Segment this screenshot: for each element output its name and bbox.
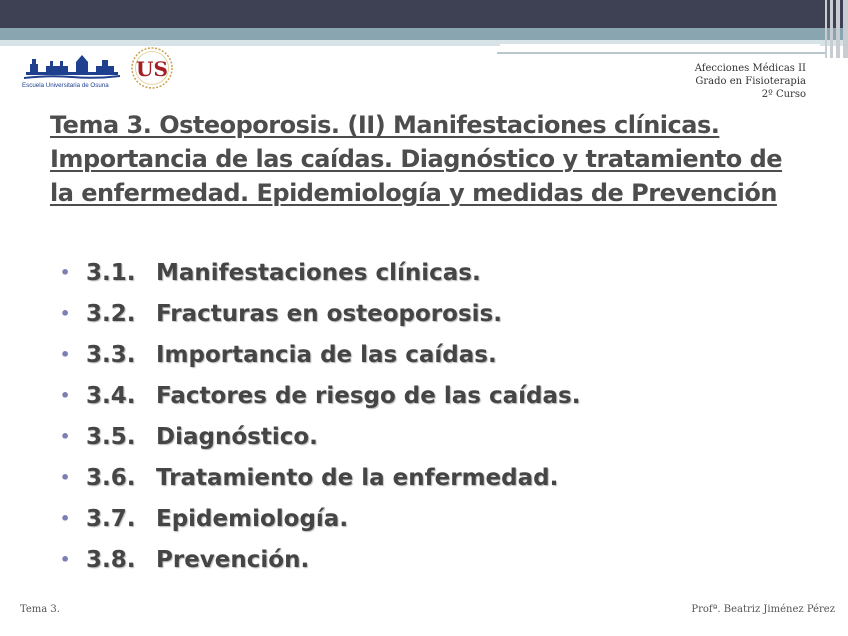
- slide-title-line: Importancia de las caídas. Diagnóstico y tratamiento de: [50, 145, 783, 173]
- slide-title-line: Tema 3. Osteoporosis. (II) Manifestaciones clínicas.: [50, 111, 720, 139]
- sevilla-university-seal-letters: US: [136, 57, 168, 81]
- teal-banner-band: [0, 28, 848, 40]
- topic-number: 3.7.: [86, 505, 136, 532]
- topic-list: [60, 252, 580, 580]
- topic-text: Diagnóstico.: [156, 423, 318, 450]
- topic-number: 3.1.: [86, 259, 136, 286]
- bullet-icon: •: [60, 427, 71, 446]
- topic-item: [60, 252, 580, 293]
- sevilla-university-seal: [128, 46, 176, 90]
- topic-item: [60, 416, 580, 457]
- topic-item: [60, 375, 580, 416]
- topic-item: [60, 539, 580, 580]
- topic-text: Tratamiento de la enfermedad.: [156, 464, 559, 491]
- topic-item: [60, 498, 580, 539]
- banner-white-strip: [500, 44, 820, 50]
- topic-number: 3.6.: [86, 464, 136, 491]
- top-banner-bar: [0, 0, 848, 28]
- topic-item: [60, 293, 580, 334]
- osuna-school-logo: [20, 50, 124, 90]
- slide-title: [50, 108, 810, 210]
- slide-title-line: la enfermedad. Epidemiología y medidas de Prevención: [50, 179, 777, 207]
- bullet-icon: •: [60, 509, 71, 528]
- footer-author: Profª. Beatriz Jiménez Pérez: [691, 604, 835, 615]
- bullet-icon: •: [60, 304, 71, 323]
- topic-text: Prevención.: [156, 546, 310, 573]
- topic-number: 3.8.: [86, 546, 136, 573]
- topic-number: 3.5.: [86, 423, 136, 450]
- topic-number: 3.4.: [86, 382, 136, 409]
- topic-item: [60, 334, 580, 375]
- course-subject: Afecciones Médicas II: [694, 63, 806, 74]
- bullet-icon: •: [60, 468, 71, 487]
- osuna-school-logo-caption: Escuela Universitaria de Osuna: [22, 82, 109, 89]
- topic-text: Importancia de las caídas.: [156, 341, 497, 368]
- bullet-icon: •: [60, 345, 71, 364]
- bullet-icon: •: [60, 263, 71, 282]
- footer-topic: Tema 3.: [20, 604, 60, 615]
- banner-right-stripes: [818, 0, 848, 58]
- banner-grey-line: [497, 52, 827, 54]
- topic-number: 3.3.: [86, 341, 136, 368]
- bullet-icon: •: [60, 386, 71, 405]
- topic-item: [60, 457, 580, 498]
- topic-text: Manifestaciones clínicas.: [156, 259, 481, 286]
- course-info: [695, 62, 806, 101]
- course-degree: Grado en Fisioterapia: [695, 76, 806, 87]
- course-year: 2º Curso: [761, 89, 806, 100]
- topic-text: Factores de riesgo de las caídas.: [156, 382, 581, 409]
- bullet-icon: •: [60, 550, 71, 569]
- topic-number: 3.2.: [86, 300, 136, 327]
- topic-text: Fracturas en osteoporosis.: [156, 300, 502, 327]
- topic-text: Epidemiología.: [156, 505, 349, 532]
